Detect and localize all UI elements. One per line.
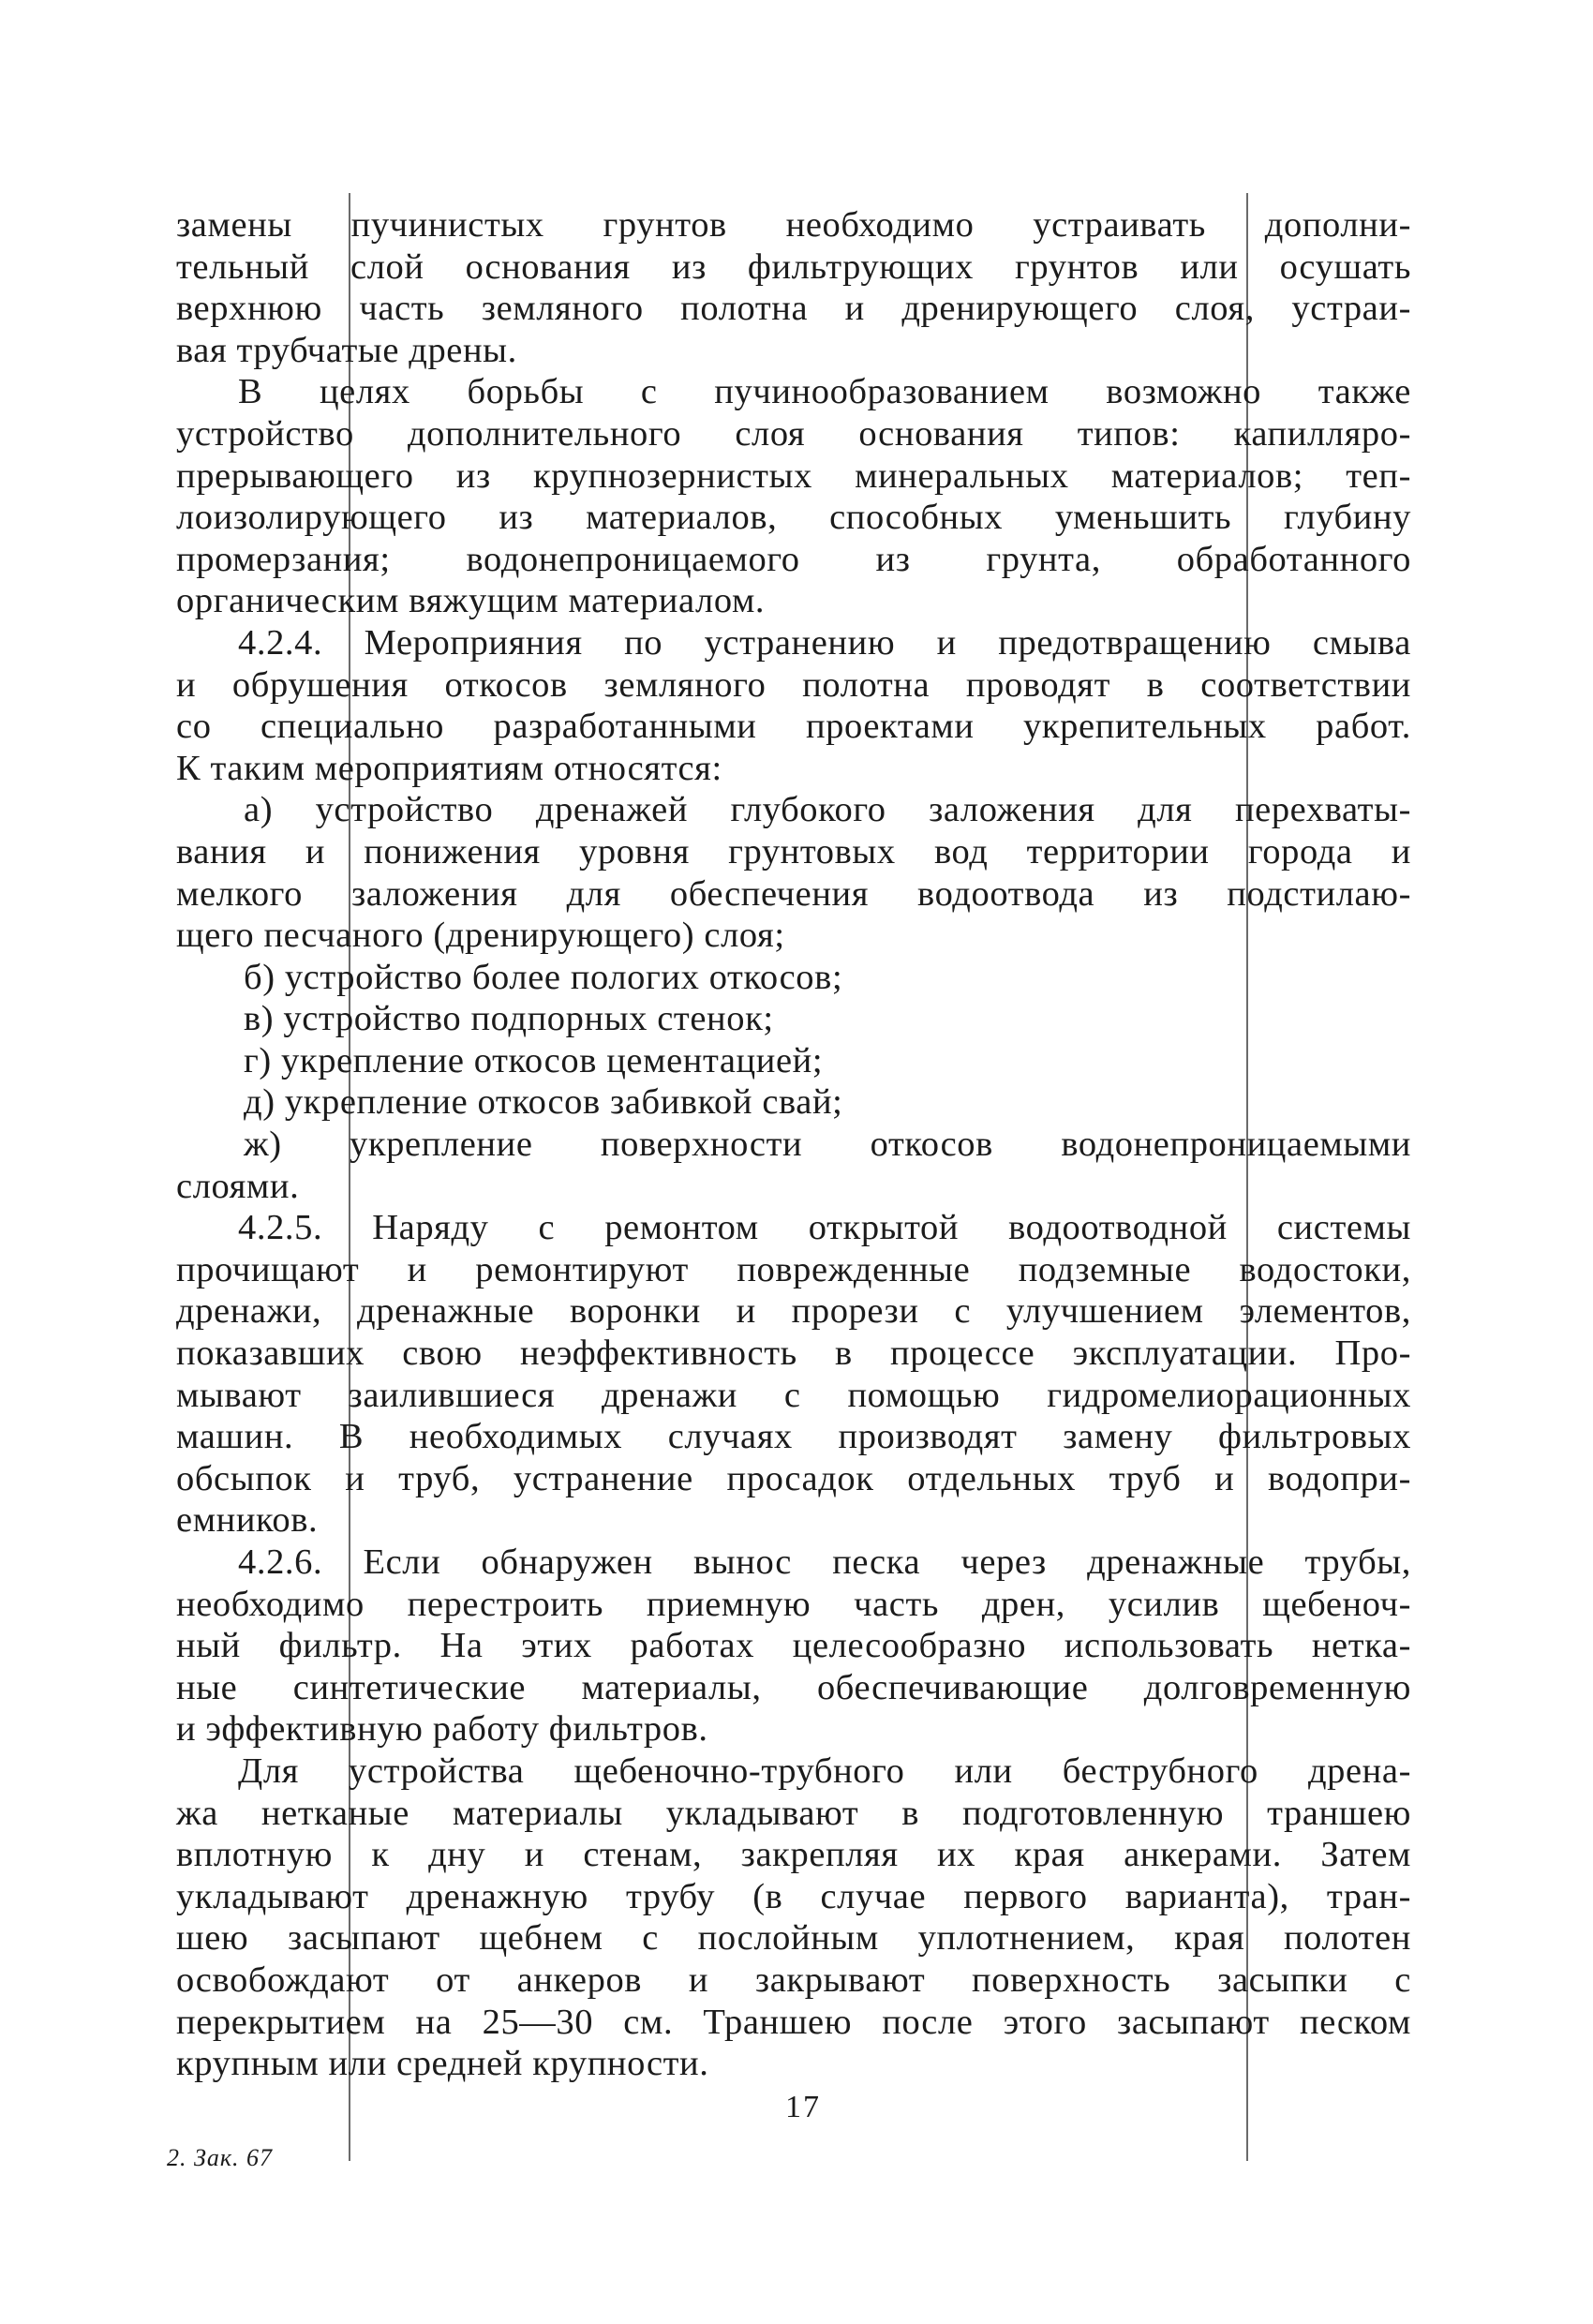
list-item-g: г) укрепление откосов цементацией; [244, 1040, 824, 1080]
paragraph-start-line: Для устройства щебеночно-трубного или беструбного дрена- [238, 1750, 1411, 1791]
text-line: щего песчаного (дренирующего) слоя; [176, 916, 785, 956]
text-line: шею засыпают щебнем с послойным уплотнением, края полотен [176, 1918, 1411, 1959]
text-line: устройство дополнительного слоя основания типов: капилляро- [176, 413, 1411, 454]
section-4-2-4-start: 4.2.4. Мероприяния по устранению и предотвращению смыва [238, 622, 1411, 663]
text-line: тельный слой основания из фильтрующих грунтов или осушать [176, 246, 1411, 287]
text-line: машин. В необходимых случаях производят замену фильтровых [176, 1417, 1411, 1457]
section-4-2-6-start: 4.2.6. Если обнаружен вынос песка через дренажные трубы, [238, 1542, 1411, 1582]
footer-note: 2. Зак. 67 [167, 2144, 274, 2171]
list-item-zh: ж) укрепление поверхности откосов водонепроницаемыми [244, 1125, 1411, 1165]
text-line: крупным или средней крупности. [176, 2044, 709, 2084]
text-line: вая трубчатые дрены. [176, 330, 517, 370]
text-line: показавших свою неэффективность в процессе эксплуатации. Про- [176, 1333, 1411, 1374]
text-line: обсыпок и труб, устранение просадок отдельных труб и водопри- [176, 1458, 1411, 1498]
text-line: ные синтетические материалы, обеспечивающие долговременную [176, 1667, 1411, 1707]
body-text [176, 204, 1411, 2085]
text-line: органическим вяжущим материалом. [176, 581, 766, 621]
text-line: жа нетканые материалы укладывают в подготовленную траншею [176, 1793, 1411, 1833]
text-line: освобождают от анкеров и закрывают поверхность засыпки с [176, 1959, 1411, 2000]
list-item-d: д) укрепление откосов забивкой свай; [244, 1082, 843, 1123]
list-item-v: в) устройство подпорных стенок; [244, 999, 774, 1039]
text-line: слоями. [176, 1166, 300, 1206]
text-line: К таким мероприятиям относятся: [176, 748, 722, 788]
list-item-a: а) устройство дренажей глубокого заложения для перехваты- [244, 790, 1411, 830]
text-line: замены пучинистых грунтов необходимо устраивать дополни- [176, 205, 1411, 245]
paragraph-start-line: В целях борьбы с пучинообразованием возможно также [238, 372, 1411, 412]
text-line: мывают заилившиеся дренажи с помощью гидромелиорационных [176, 1375, 1411, 1415]
text-line: укладывают дренажную трубу (в случае первого варианта), тран- [176, 1876, 1411, 1916]
text-line: емников. [176, 1500, 319, 1541]
text-line: и обрушения откосов земляного полотна проводят в соответствии [176, 664, 1411, 705]
text-line: прерывающего из крупнозернистых минеральных материалов; теп- [176, 455, 1411, 496]
section-4-2-5-start: 4.2.5. Наряду с ремонтом открытой водоотводной системы [238, 1208, 1411, 1248]
text-line: вплотную к дну и стенам, закрепляя их края анкерами. Затем [176, 1835, 1411, 1875]
text-line: необходимо перестроить приемную часть дрен, усилив щебеноч- [176, 1584, 1411, 1624]
text-line: верхнюю часть земляного полотна и дренирующего слоя, устраи- [176, 289, 1411, 329]
text-line: ный фильтр. На этих работах целесообразно использовать нетка- [176, 1626, 1411, 1666]
text-line: дренажи, дренажные воронки и прорези с улучшением элементов, [176, 1291, 1411, 1332]
text-line: мелкого заложения для обеспечения водоотвода из подстилаю- [176, 873, 1411, 914]
text-line: лоизолирующего из материалов, способных уменьшить глубину [176, 498, 1411, 538]
text-line: прочищают и ремонтируют поврежденные подземные водостоки, [176, 1249, 1411, 1289]
text-line: вания и понижения уровня грунтовых вод территории города и [176, 831, 1411, 872]
list-item-b: б) устройство более пологих откосов; [244, 957, 843, 997]
text-line: и эффективную работу фильтров. [176, 1709, 708, 1750]
text-line: перекрытием на 25—30 см. Траншею после этого засыпают песком [176, 2002, 1411, 2042]
page-number: 17 [785, 2090, 821, 2124]
text-line: со специально разработанными проектами укрепительных работ. [176, 707, 1411, 747]
text-line: промерзания; водонепроницаемого из грунта, обработанного [176, 539, 1411, 579]
